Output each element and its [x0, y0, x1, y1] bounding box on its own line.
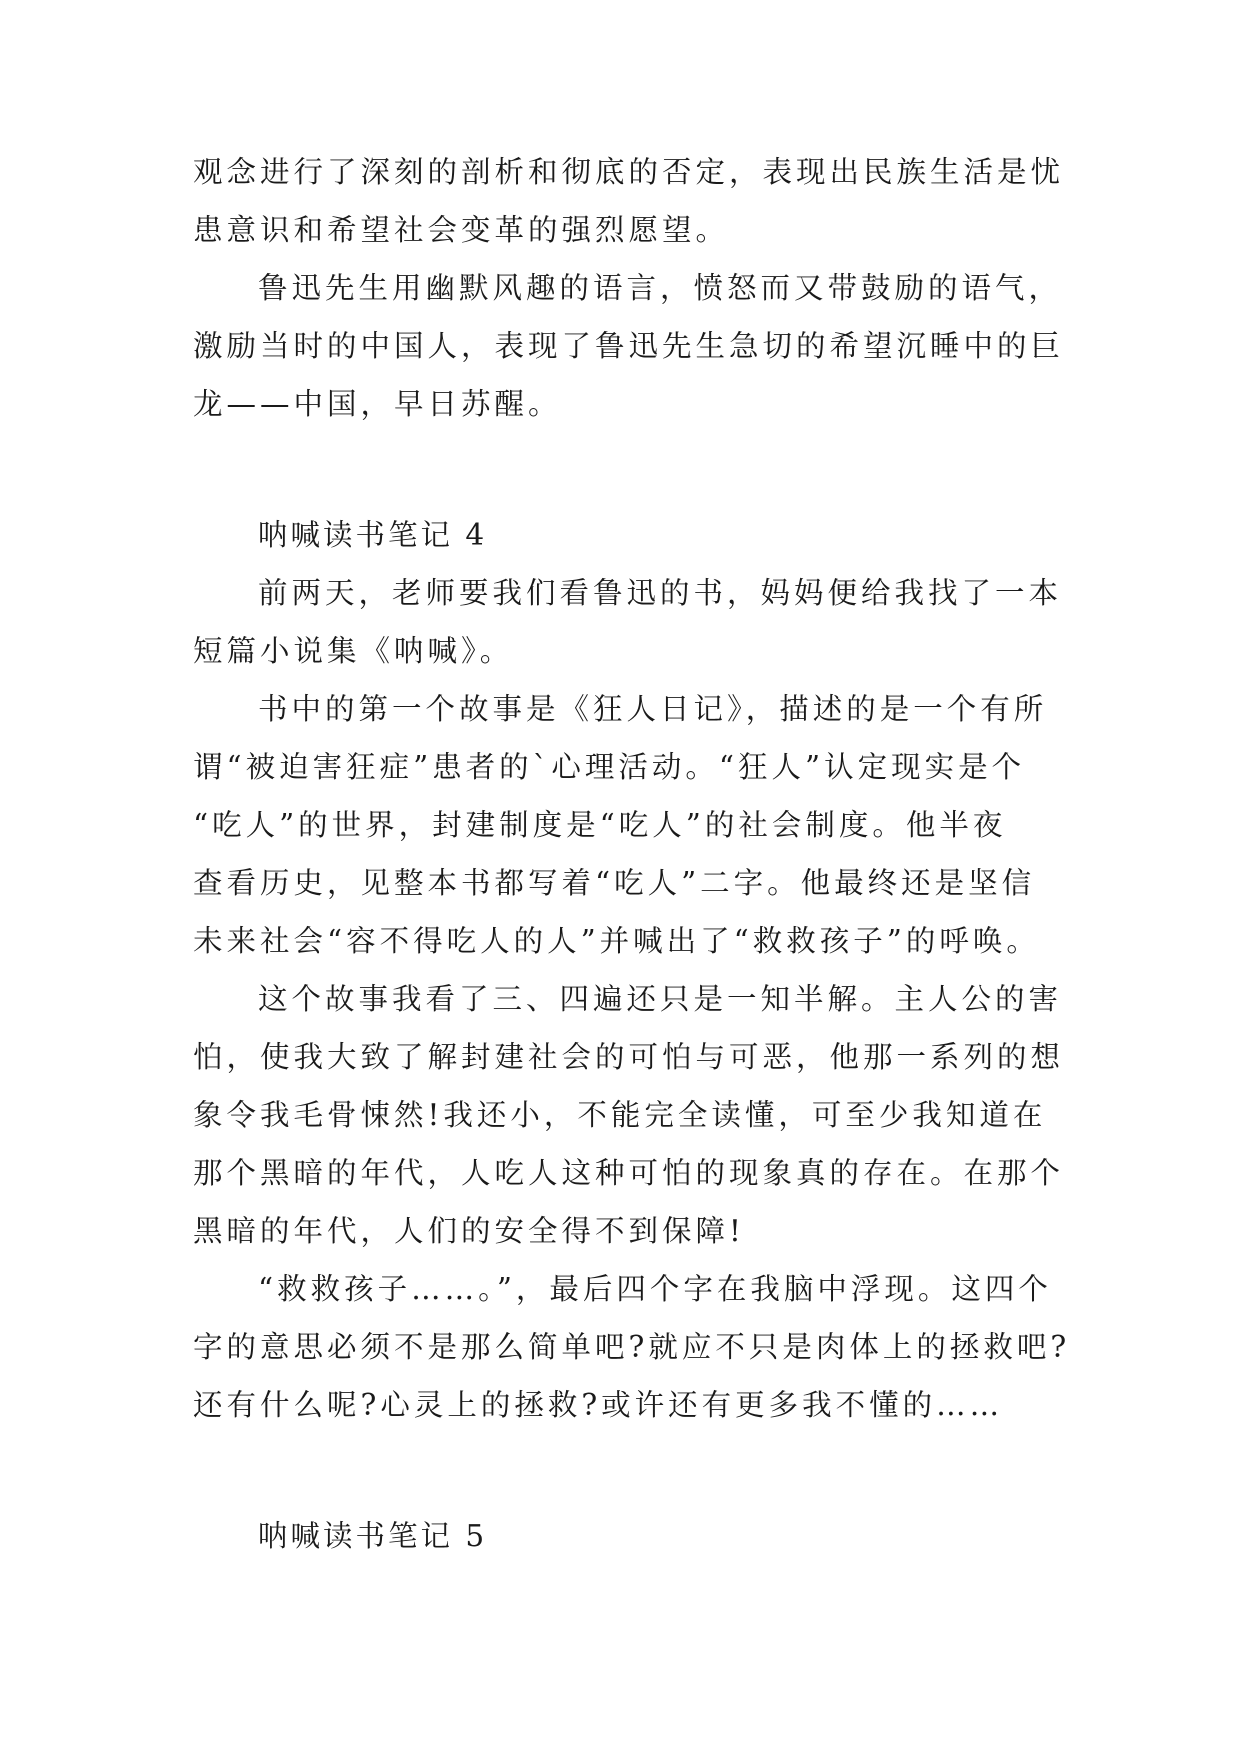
text-line: 谓“被迫害狂症”患者的`心理活动。“狂人”认定现实是个	[193, 750, 1026, 784]
text-line: 那个黑暗的年代，人吃人这种可怕的现象真的存在。在那个	[193, 1156, 1065, 1190]
text-line: 龙——中国，早日苏醒。	[193, 387, 562, 421]
text-line: 黑暗的年代，人们的安全得不到保障!	[193, 1214, 745, 1248]
text-line: 患意识和希望社会变革的强烈愿望。	[193, 213, 730, 247]
text-line: 怕，使我大致了解封建社会的可怕与可恶，他那一系列的想	[193, 1040, 1065, 1074]
text-line: “救救孩子……。”，最后四个字在我脑中浮现。这四个	[258, 1272, 1052, 1306]
text-line: 还有什么呢?心灵上的拯救?或许还有更多我不懂的……	[193, 1388, 1004, 1422]
text-line: 短篇小说集《呐喊》。	[193, 634, 514, 668]
text-line: 查看历史，见整本书都写着“吃人”二字。他最终还是坚信	[193, 866, 1036, 900]
text-line: “吃人”的世界，封建制度是“吃人”的社会制度。他半夜	[193, 808, 1007, 842]
text-line: 这个故事我看了三、四遍还只是一知半解。主人公的害	[258, 982, 1063, 1016]
section-heading: 呐喊读书笔记 5	[258, 1519, 488, 1553]
text-line: 观念进行了深刻的剖析和彻底的否定，表现出民族生活是忧	[193, 155, 1065, 189]
text-line: 激励当时的中国人，表现了鲁迅先生急切的希望沉睡中的巨	[193, 329, 1065, 363]
text-line: 书中的第一个故事是《狂人日记》，描述的是一个有所	[258, 692, 1048, 726]
text-line: 字的意思必须不是那么简单吧?就应不只是肉体上的拯救吧?	[193, 1330, 1071, 1364]
text-line: 鲁迅先生用幽默风趣的语言，愤怒而又带鼓励的语气，	[258, 271, 1063, 305]
section-heading: 呐喊读书笔记 4	[258, 518, 488, 552]
text-line: 前两天，老师要我们看鲁迅的书，妈妈便给我找了一本	[258, 576, 1063, 610]
text-line: 未来社会“容不得吃人的人”并喊出了“救救孩子”的呼唤。	[193, 924, 1040, 958]
text-line: 象令我毛骨悚然!我还小，不能完全读懂，可至少我知道在	[193, 1098, 1047, 1132]
